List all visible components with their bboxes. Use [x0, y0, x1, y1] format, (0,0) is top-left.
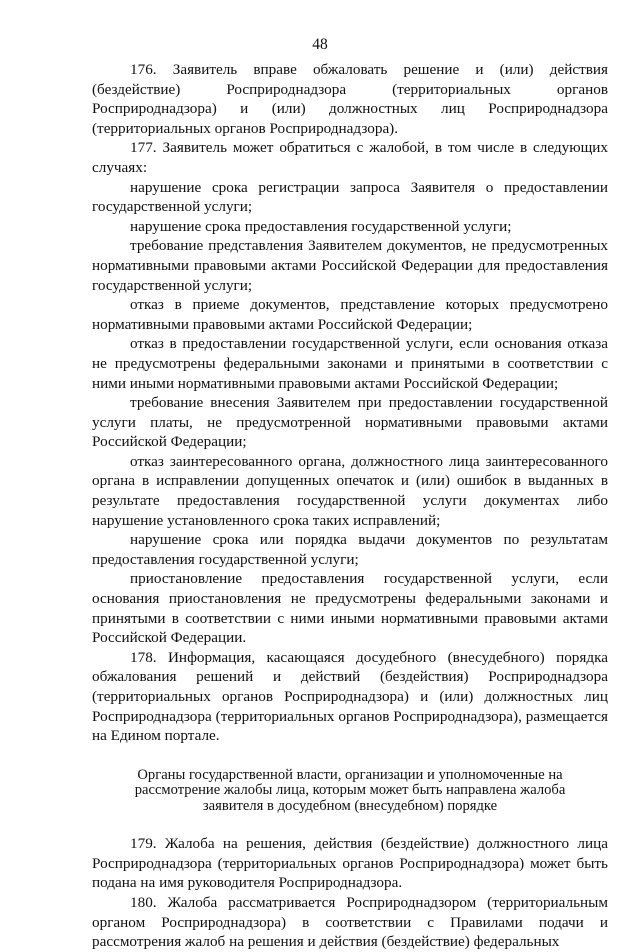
list-item-service-deadline: нарушение срока предоставления государственной услуги;: [130, 217, 512, 235]
list-item-issuance-violation: нарушение срока или порядка выдачи документов по результатам предоставления государственной услуги;: [92, 531, 608, 568]
paragraph-180: 180. Жалоба рассматривается Росприроднадзором (территориальным органом Росприроднадзора) в соответствии с Правилами подачи и рассмотрения жалоб на решения и действия (бездействие) федеральных: [92, 894, 608, 951]
paragraph-179: 179. Жалоба на решения, действия (бездействие) должностного лица Росприроднадзора (территориальных органов Росприроднадзора) может быть подана на имя руководителя Росприроднадзора.: [92, 835, 608, 892]
list-item-extra-documents: требование представления Заявителем документов, не предусмотренных нормативными правовыми актами Российской Федерации для предоставления государственной услуги;: [92, 237, 608, 294]
paragraph-176: 176. Заявитель вправе обжаловать решение и (или) действия (бездействие) Росприроднадзора (территориальных органов Росприроднадзора) и (или) должностных лиц Росприроднадзора (территориальных органов Росприроднадзора).: [92, 61, 608, 137]
list-item-registration-deadline: нарушение срока регистрации запроса Заявителя о предоставлении государственной услуги;: [92, 178, 608, 216]
list-item-service-refusal: отказ в предоставлении государственной услуги, если основания отказа не предусмотрены федеральными законами и принятыми в соответствии с ними иными нормативными правовыми актами Российской Федерации;: [92, 335, 608, 392]
list-item-service-suspension: приостановление предоставления государственной услуги, если основания приостановления не предусмотрены федеральными законами и принятыми в соответствии с ними иными нормативными правовыми актами Российской Федерации.: [92, 570, 608, 647]
section-heading: Органы государственной власти, организации и уполномоченные на рассмотрение жалобы лица, которым может быть направлена жалоба заявителя в досудебном (внесудебном) порядке: [134, 766, 566, 814]
list-item-document-refusal: отказ в приеме документов, представление которых предусмотрено нормативными правовыми актами Российской Федерации;: [92, 296, 608, 333]
paragraph-177: 177. Заявитель может обратиться с жалобой, в том числе в следующих случаях:: [92, 139, 608, 176]
list-item-correction-refusal: отказ заинтересованного органа, должностного лица заинтересованного органа в исправлении допущенных опечаток и (или) ошибок в выданных в результате предоставления государственной услуги документах либо нарушение установленного срока таких исправлений;: [92, 452, 608, 529]
document-body: [92, 60, 608, 952]
paragraph-178: 178. Информация, касающаяся досудебного (внесудебного) порядка обжалования решений и действий (бездействия) Росприроднадзора (территориальных органов Росприроднадзора) и (или) должностных лиц Росприроднадзора (территориальных органов Росприроднадзора), размещается на Едином портале.: [92, 648, 608, 745]
page-number: 48: [312, 36, 328, 53]
list-item-unlawful-fee: требование внесения Заявителем при предоставлении государственной услуги платы, не предусмотренной нормативными правовыми актами Российской Федерации;: [92, 394, 608, 451]
